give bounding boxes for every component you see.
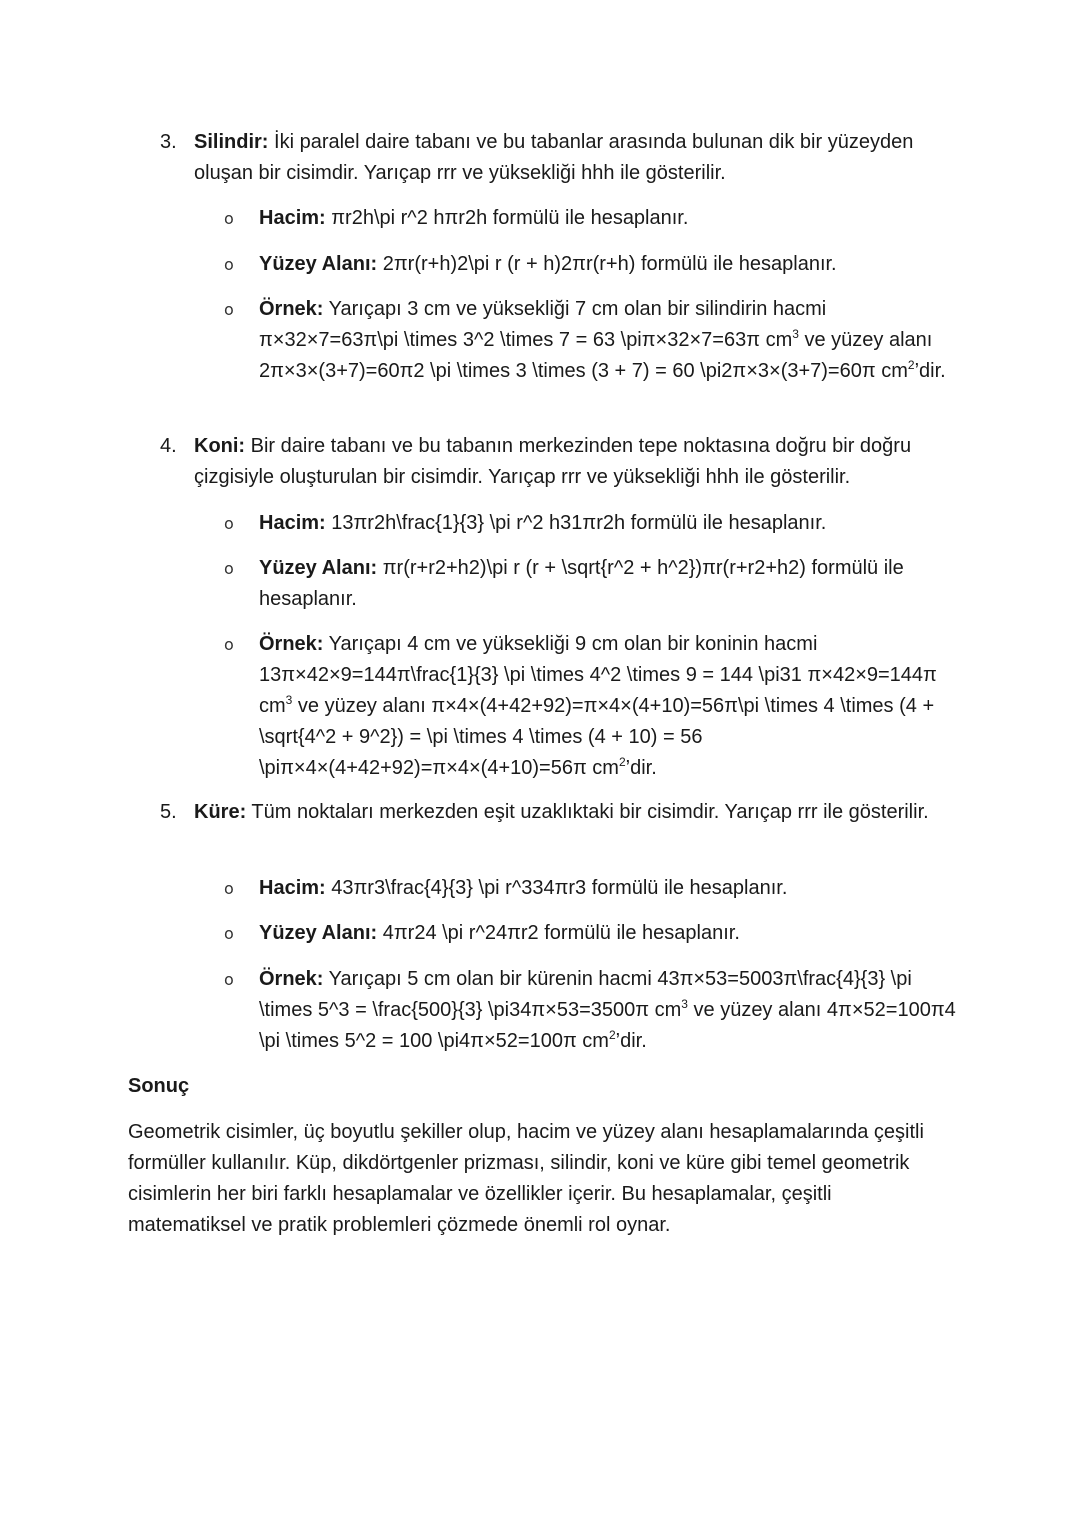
sub-item-label: Yüzey Alanı: xyxy=(259,922,378,944)
sub-item-surface-area xyxy=(259,553,959,615)
term-title: Silindir: xyxy=(194,131,269,153)
sub-item-label: Hacim: xyxy=(259,877,326,899)
sub-item-label: Örnek: xyxy=(259,298,324,320)
sub-item-volume xyxy=(259,873,959,904)
sub-item-text: ’dir. xyxy=(625,757,657,779)
bullet-circle-icon: o xyxy=(224,970,234,989)
sub-item-text: ve yüzey alanı 2π×3×(3+7)=60π2 \pi \times 3 \times (3 + 7) = 60 \pi2π×3×(3+7)=60π cm xyxy=(259,329,933,382)
sub-item-text: 43πr3\frac{4}{3} \pi r^334πr3 formülü ile hesaplanır. xyxy=(325,877,788,899)
superscript: 2 xyxy=(618,755,626,769)
section-heading: Sonuç xyxy=(128,1075,190,1097)
list-number: 4. xyxy=(160,435,177,457)
bullet-circle-icon: o xyxy=(224,635,234,654)
sub-item-label: Hacim: xyxy=(259,207,326,229)
list-number: 3. xyxy=(160,131,177,153)
term-description: Tüm noktaları merkezden eşit uzaklıktaki bir cisimdir. Yarıçap rrr ile gösterilir. xyxy=(246,801,929,823)
list-item-sphere xyxy=(194,797,954,828)
superscript: 3 xyxy=(285,693,293,707)
sub-item-text: ’dir. xyxy=(615,1030,647,1052)
sub-item-volume xyxy=(259,203,959,234)
bullet-circle-icon: o xyxy=(224,559,234,578)
bullet-circle-icon: o xyxy=(224,879,234,898)
conclusion-paragraph: Geometrik cisimler, üç boyutlu şekiller olup, hacim ve yüzey alanı hesaplamalarında çeşitli formüller kullanılır. Küp, dikdörtgenler prizması, silindir, koni ve küre gibi temel geometrik cisimlerin her biri farklı hesaplamalar ve özellikler içerir. Bu hesaplamalar, çeşitli matematiksel ve pratik problemleri çözmede önemli rol oynar. xyxy=(128,1121,924,1236)
sub-item-text: Yarıçapı 5 cm olan bir kürenin hacmi 43π×53=5003π\frac{4}{3} \pi \times 5^3 = \frac{500}{3} \pi34π×53=3500π cm xyxy=(259,968,912,1021)
sub-item-text: 2πr(r+h)2\pi r (r + h)2πr(r+h) formülü ile hesaplanır. xyxy=(377,253,837,275)
list-number: 5. xyxy=(160,801,177,823)
sub-item-label: Hacim: xyxy=(259,512,326,534)
sub-item-label: Yüzey Alanı: xyxy=(259,253,378,275)
superscript: 3 xyxy=(681,997,688,1011)
superscript: 2 xyxy=(608,1028,616,1042)
sub-item-text: ve yüzey alanı π×4×(4+42+92)=π×4×(4+10)=56π\pi \times 4 \times (4 + \sqrt{4^2 + 9^2}) = \pi \times 4 \times (4 + 10) = 56 \piπ×4×(4+42+92)=π×4×(4+10)=56π cm xyxy=(259,695,935,779)
sub-item-volume xyxy=(259,508,959,539)
list-item-cylinder xyxy=(194,127,954,189)
sub-item-text: πr(r+r2+h2)\pi r (r + \sqrt{r^2 + h^2})πr(r+r2+h2) formülü ile hesaplanır. xyxy=(259,557,904,610)
sub-item-label: Örnek: xyxy=(259,633,324,655)
bullet-circle-icon: o xyxy=(224,924,234,943)
bullet-circle-icon: o xyxy=(224,300,234,319)
term-title: Küre: xyxy=(194,801,247,823)
superscript: 2 xyxy=(907,358,915,372)
sub-item-label: Örnek: xyxy=(259,968,324,990)
sub-item-label: Yüzey Alanı: xyxy=(259,557,378,579)
sub-item-text: 4πr24 \pi r^24πr2 formülü ile hesaplanır. xyxy=(377,922,740,944)
sub-item-example xyxy=(259,294,959,387)
sub-item-surface-area xyxy=(259,249,959,280)
sub-item-text: Yarıçapı 3 cm ve yüksekliği 7 cm olan bir silindirin hacmi π×32×7=63π\pi \times 3^2 \times 7 = 63 \piπ×32×7=63π cm xyxy=(259,298,827,351)
list-item-cone xyxy=(194,431,954,493)
term-description: İki paralel daire tabanı ve bu tabanlar arasında bulunan dik bir yüzeyden oluşan bir cisimdir. Yarıçap rrr ve yüksekliği hhh ile gösterilir. xyxy=(194,131,914,184)
sub-item-text: Yarıçapı 4 cm ve yüksekliği 9 cm olan bir koninin hacmi 13π×42×9=144π\frac{1}{3} \pi \times 4^2 \times 9 = 144 \pi31 π×42×9=144π cm xyxy=(259,633,937,717)
sub-item-example xyxy=(259,964,959,1057)
bullet-circle-icon: o xyxy=(224,255,234,274)
sub-item-text: ve yüzey alanı 4π×52=100π4 \pi \times 5^2 = 100 \pi4π×52=100π cm xyxy=(259,999,956,1052)
bullet-circle-icon: o xyxy=(224,514,234,533)
term-description: Bir daire tabanı ve bu tabanın merkezinden tepe noktasına doğru bir doğru çizgisiyle oluşturulan bir cisimdir. Yarıçap rrr ve yüksekliği hhh ile gösterilir. xyxy=(194,435,912,488)
sub-item-text: πr2h\pi r^2 hπr2h formülü ile hesaplanır. xyxy=(325,207,689,229)
sub-item-text: 13πr2h\frac{1}{3} \pi r^2 h31πr2h formülü ile hesaplanır. xyxy=(325,512,827,534)
sub-item-text: ’dir. xyxy=(914,360,946,382)
bullet-circle-icon: o xyxy=(224,209,234,228)
sub-item-surface-area xyxy=(259,918,959,949)
sub-item-example xyxy=(259,629,959,784)
term-title: Koni: xyxy=(194,435,246,457)
superscript: 3 xyxy=(792,327,799,341)
